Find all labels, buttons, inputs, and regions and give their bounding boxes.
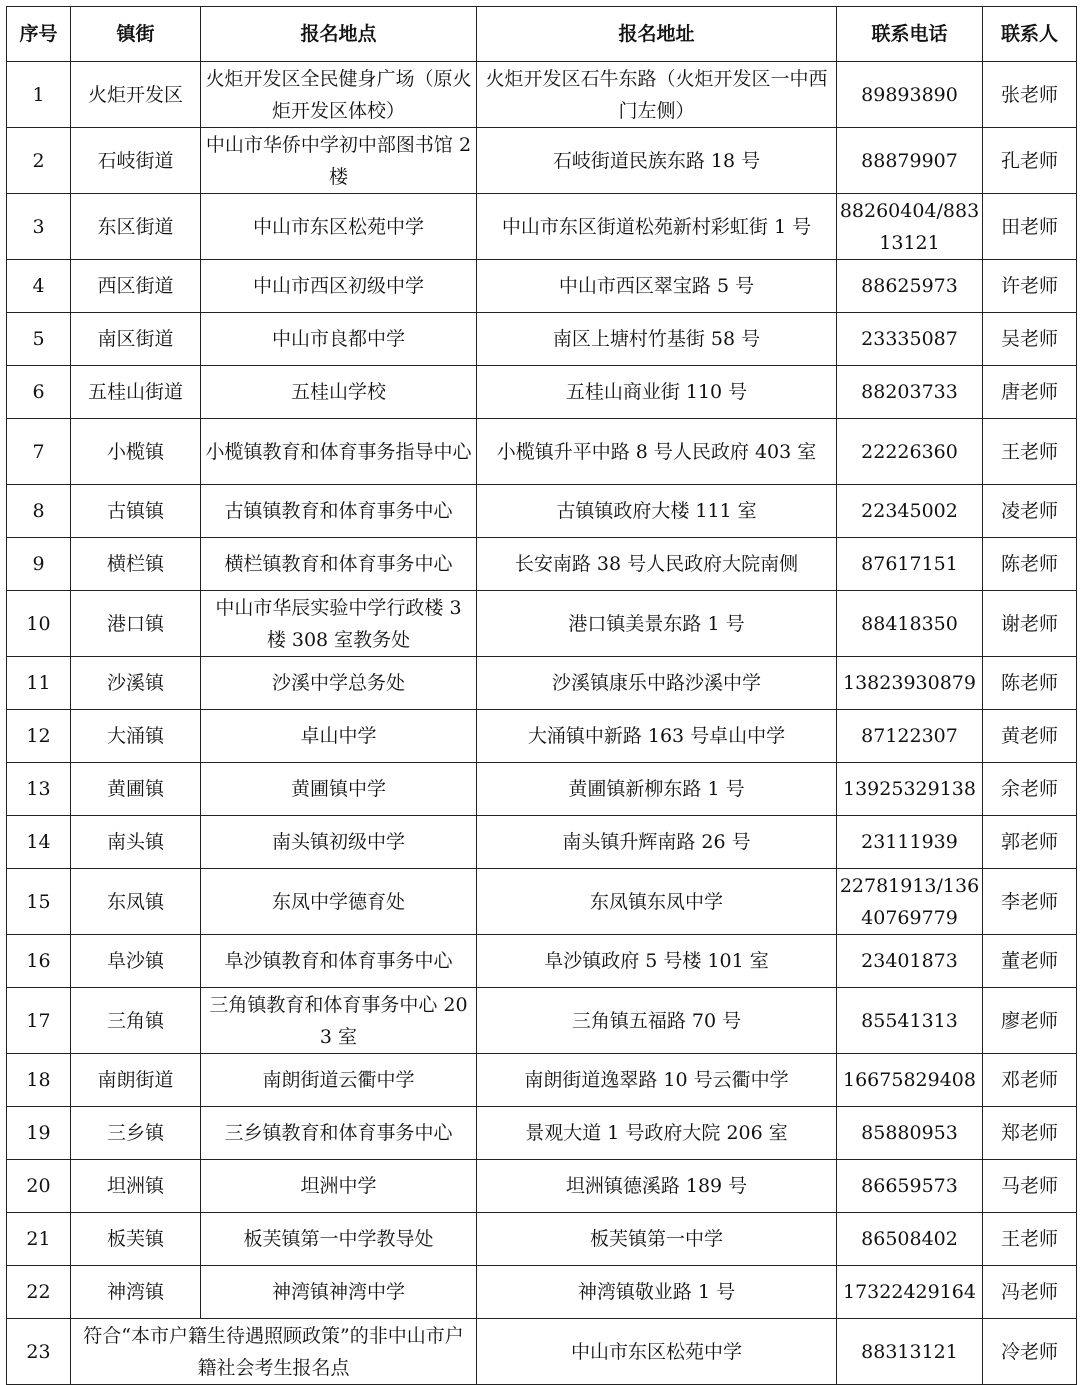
cell-address: 五桂山商业街 110 号 bbox=[477, 366, 837, 419]
cell-phone: 23111939 bbox=[837, 816, 983, 869]
cell-address: 古镇镇政府大楼 111 室 bbox=[477, 485, 837, 538]
cell-phone: 88418350 bbox=[837, 591, 983, 657]
cell-phone: 13823930879 bbox=[837, 657, 983, 710]
cell-phone: 88879907 bbox=[837, 128, 983, 194]
cell-town: 南朗街道 bbox=[71, 1054, 201, 1107]
cell-place: 小榄镇教育和体育事务指导中心 bbox=[201, 419, 477, 485]
cell-place: 火炬开发区全民健身广场（原火炬开发区体校） bbox=[201, 62, 477, 128]
cell-town: 西区街道 bbox=[71, 260, 201, 313]
cell-address: 火炬开发区石牛东路（火炬开发区一中西门左侧） bbox=[477, 62, 837, 128]
cell-no: 11 bbox=[7, 657, 71, 710]
cell-no: 19 bbox=[7, 1107, 71, 1160]
cell-no: 13 bbox=[7, 763, 71, 816]
cell-no: 17 bbox=[7, 988, 71, 1054]
cell-town: 三角镇 bbox=[71, 988, 201, 1054]
cell-town: 东凤镇 bbox=[71, 869, 201, 935]
table-row bbox=[7, 869, 1077, 935]
table-row bbox=[7, 763, 1077, 816]
cell-town: 板芙镇 bbox=[71, 1213, 201, 1266]
cell-place: 东凤中学德育处 bbox=[201, 869, 477, 935]
cell-phone: 88625973 bbox=[837, 260, 983, 313]
cell-town: 小榄镇 bbox=[71, 419, 201, 485]
cell-town: 横栏镇 bbox=[71, 538, 201, 591]
cell-no: 21 bbox=[7, 1213, 71, 1266]
cell-no: 4 bbox=[7, 260, 71, 313]
cell-place: 古镇镇教育和体育事务中心 bbox=[201, 485, 477, 538]
table-row bbox=[7, 1054, 1077, 1107]
cell-address: 三角镇五福路 70 号 bbox=[477, 988, 837, 1054]
cell-contact: 田老师 bbox=[983, 194, 1077, 260]
table-row bbox=[7, 657, 1077, 710]
cell-address: 港口镇美景东路 1 号 bbox=[477, 591, 837, 657]
table-row bbox=[7, 128, 1077, 194]
cell-address: 沙溪镇康乐中路沙溪中学 bbox=[477, 657, 837, 710]
cell-contact: 董老师 bbox=[983, 935, 1077, 988]
cell-contact: 李老师 bbox=[983, 869, 1077, 935]
cell-no: 10 bbox=[7, 591, 71, 657]
cell-no: 6 bbox=[7, 366, 71, 419]
cell-address: 南头镇升辉南路 26 号 bbox=[477, 816, 837, 869]
cell-town: 神湾镇 bbox=[71, 1266, 201, 1319]
header-phone: 联系电话 bbox=[837, 7, 983, 62]
cell-phone: 22781913/13640769779 bbox=[837, 869, 983, 935]
cell-contact: 王老师 bbox=[983, 419, 1077, 485]
cell-contact: 余老师 bbox=[983, 763, 1077, 816]
table-row bbox=[7, 1160, 1077, 1213]
cell-no: 1 bbox=[7, 62, 71, 128]
cell-phone: 89893890 bbox=[837, 62, 983, 128]
table-row bbox=[7, 988, 1077, 1054]
cell-town: 大涌镇 bbox=[71, 710, 201, 763]
cell-address: 南区上塘村竹基街 58 号 bbox=[477, 313, 837, 366]
cell-phone: 86659573 bbox=[837, 1160, 983, 1213]
cell-phone: 16675829408 bbox=[837, 1054, 983, 1107]
cell-place: 坦洲中学 bbox=[201, 1160, 477, 1213]
cell-phone: 23401873 bbox=[837, 935, 983, 988]
cell-address: 长安南路 38 号人民政府大院南侧 bbox=[477, 538, 837, 591]
cell-contact: 冷老师 bbox=[983, 1319, 1077, 1385]
cell-town: 五桂山街道 bbox=[71, 366, 201, 419]
cell-address: 阜沙镇政府 5 号楼 101 室 bbox=[477, 935, 837, 988]
cell-contact: 马老师 bbox=[983, 1160, 1077, 1213]
cell-phone: 87122307 bbox=[837, 710, 983, 763]
table-row bbox=[7, 538, 1077, 591]
cell-address: 景观大道 1 号政府大院 206 室 bbox=[477, 1107, 837, 1160]
header-no: 序号 bbox=[7, 7, 71, 62]
cell-contact: 陈老师 bbox=[983, 657, 1077, 710]
table-row bbox=[7, 816, 1077, 869]
cell-place: 三角镇教育和体育事务中心 203 室 bbox=[201, 988, 477, 1054]
cell-phone: 13925329138 bbox=[837, 763, 983, 816]
table-row bbox=[7, 1107, 1077, 1160]
cell-town: 东区街道 bbox=[71, 194, 201, 260]
table-row bbox=[7, 485, 1077, 538]
cell-phone: 87617151 bbox=[837, 538, 983, 591]
cell-phone: 86508402 bbox=[837, 1213, 983, 1266]
cell-address: 石岐街道民族东路 18 号 bbox=[477, 128, 837, 194]
cell-contact: 孔老师 bbox=[983, 128, 1077, 194]
cell-address: 南朗街道逸翠路 10 号云衢中学 bbox=[477, 1054, 837, 1107]
cell-town: 古镇镇 bbox=[71, 485, 201, 538]
cell-town: 黄圃镇 bbox=[71, 763, 201, 816]
cell-phone: 85541313 bbox=[837, 988, 983, 1054]
cell-contact: 张老师 bbox=[983, 62, 1077, 128]
cell-place: 中山市良都中学 bbox=[201, 313, 477, 366]
cell-contact: 吴老师 bbox=[983, 313, 1077, 366]
cell-place: 横栏镇教育和体育事务中心 bbox=[201, 538, 477, 591]
cell-place: 卓山中学 bbox=[201, 710, 477, 763]
cell-no: 23 bbox=[7, 1319, 71, 1385]
table-body bbox=[7, 62, 1077, 1385]
header-contact: 联系人 bbox=[983, 7, 1077, 62]
cell-contact: 陈老师 bbox=[983, 538, 1077, 591]
header-place: 报名地点 bbox=[201, 7, 477, 62]
cell-no: 8 bbox=[7, 485, 71, 538]
cell-address: 黄圃镇新柳东路 1 号 bbox=[477, 763, 837, 816]
cell-address: 大涌镇中新路 163 号卓山中学 bbox=[477, 710, 837, 763]
cell-address: 坦洲镇德溪路 189 号 bbox=[477, 1160, 837, 1213]
cell-phone: 88203733 bbox=[837, 366, 983, 419]
table-row bbox=[7, 313, 1077, 366]
cell-phone: 88260404/88313121 bbox=[837, 194, 983, 260]
table-row bbox=[7, 1266, 1077, 1319]
cell-no: 22 bbox=[7, 1266, 71, 1319]
cell-no: 2 bbox=[7, 128, 71, 194]
cell-contact: 邓老师 bbox=[983, 1054, 1077, 1107]
cell-place: 中山市华侨中学初中部图书馆 2 楼 bbox=[201, 128, 477, 194]
cell-no: 16 bbox=[7, 935, 71, 988]
cell-contact: 唐老师 bbox=[983, 366, 1077, 419]
table-row bbox=[7, 1213, 1077, 1266]
cell-place: 五桂山学校 bbox=[201, 366, 477, 419]
cell-place: 三乡镇教育和体育事务中心 bbox=[201, 1107, 477, 1160]
cell-place: 神湾镇神湾中学 bbox=[201, 1266, 477, 1319]
cell-no: 9 bbox=[7, 538, 71, 591]
cell-place: 中山市华辰实验中学行政楼 3 楼 308 室教务处 bbox=[201, 591, 477, 657]
table-row bbox=[7, 62, 1077, 128]
registration-table bbox=[6, 6, 1077, 1385]
cell-address: 板芙镇第一中学 bbox=[477, 1213, 837, 1266]
table-row bbox=[7, 710, 1077, 763]
cell-place: 中山市西区初级中学 bbox=[201, 260, 477, 313]
cell-phone: 85880953 bbox=[837, 1107, 983, 1160]
cell-no: 14 bbox=[7, 816, 71, 869]
cell-no: 15 bbox=[7, 869, 71, 935]
cell-place: 板芙镇第一中学教导处 bbox=[201, 1213, 477, 1266]
table-row bbox=[7, 260, 1077, 313]
cell-town: 坦洲镇 bbox=[71, 1160, 201, 1213]
table-row bbox=[7, 419, 1077, 485]
cell-phone: 23335087 bbox=[837, 313, 983, 366]
cell-address: 中山市东区街道松苑新村彩虹街 1 号 bbox=[477, 194, 837, 260]
table-row bbox=[7, 1319, 1077, 1385]
table-header-row bbox=[7, 7, 1077, 62]
cell-address: 中山市东区松苑中学 bbox=[477, 1319, 837, 1385]
table-row bbox=[7, 935, 1077, 988]
cell-place: 南头镇初级中学 bbox=[201, 816, 477, 869]
cell-town: 南头镇 bbox=[71, 816, 201, 869]
cell-town: 阜沙镇 bbox=[71, 935, 201, 988]
table-row bbox=[7, 591, 1077, 657]
cell-address: 东凤镇东凤中学 bbox=[477, 869, 837, 935]
header-town: 镇街 bbox=[71, 7, 201, 62]
cell-no: 20 bbox=[7, 1160, 71, 1213]
cell-address: 中山市西区翠宝路 5 号 bbox=[477, 260, 837, 313]
cell-phone: 17322429164 bbox=[837, 1266, 983, 1319]
cell-contact: 谢老师 bbox=[983, 591, 1077, 657]
table-row bbox=[7, 194, 1077, 260]
cell-contact: 郑老师 bbox=[983, 1107, 1077, 1160]
cell-phone: 22226360 bbox=[837, 419, 983, 485]
cell-contact: 廖老师 bbox=[983, 988, 1077, 1054]
cell-town: 火炬开发区 bbox=[71, 62, 201, 128]
cell-no: 12 bbox=[7, 710, 71, 763]
cell-contact: 凌老师 bbox=[983, 485, 1077, 538]
cell-phone: 88313121 bbox=[837, 1319, 983, 1385]
cell-address: 小榄镇升平中路 8 号人民政府 403 室 bbox=[477, 419, 837, 485]
cell-no: 3 bbox=[7, 194, 71, 260]
cell-no: 5 bbox=[7, 313, 71, 366]
cell-phone: 22345002 bbox=[837, 485, 983, 538]
cell-place: 中山市东区松苑中学 bbox=[201, 194, 477, 260]
cell-town: 沙溪镇 bbox=[71, 657, 201, 710]
table-row bbox=[7, 366, 1077, 419]
cell-contact: 冯老师 bbox=[983, 1266, 1077, 1319]
cell-contact: 王老师 bbox=[983, 1213, 1077, 1266]
cell-town: 南区街道 bbox=[71, 313, 201, 366]
cell-place: 黄圃镇中学 bbox=[201, 763, 477, 816]
cell-contact: 郭老师 bbox=[983, 816, 1077, 869]
cell-town: 三乡镇 bbox=[71, 1107, 201, 1160]
cell-note: 符合“本市户籍生待遇照顾政策”的非中山市户籍社会考生报名点 bbox=[71, 1319, 477, 1385]
cell-town: 石岐街道 bbox=[71, 128, 201, 194]
cell-place: 南朗街道云衢中学 bbox=[201, 1054, 477, 1107]
cell-place: 阜沙镇教育和体育事务中心 bbox=[201, 935, 477, 988]
cell-place: 沙溪中学总务处 bbox=[201, 657, 477, 710]
header-address: 报名地址 bbox=[477, 7, 837, 62]
cell-no: 7 bbox=[7, 419, 71, 485]
cell-town: 港口镇 bbox=[71, 591, 201, 657]
cell-no: 18 bbox=[7, 1054, 71, 1107]
cell-contact: 许老师 bbox=[983, 260, 1077, 313]
cell-contact: 黄老师 bbox=[983, 710, 1077, 763]
cell-address: 神湾镇敬业路 1 号 bbox=[477, 1266, 837, 1319]
